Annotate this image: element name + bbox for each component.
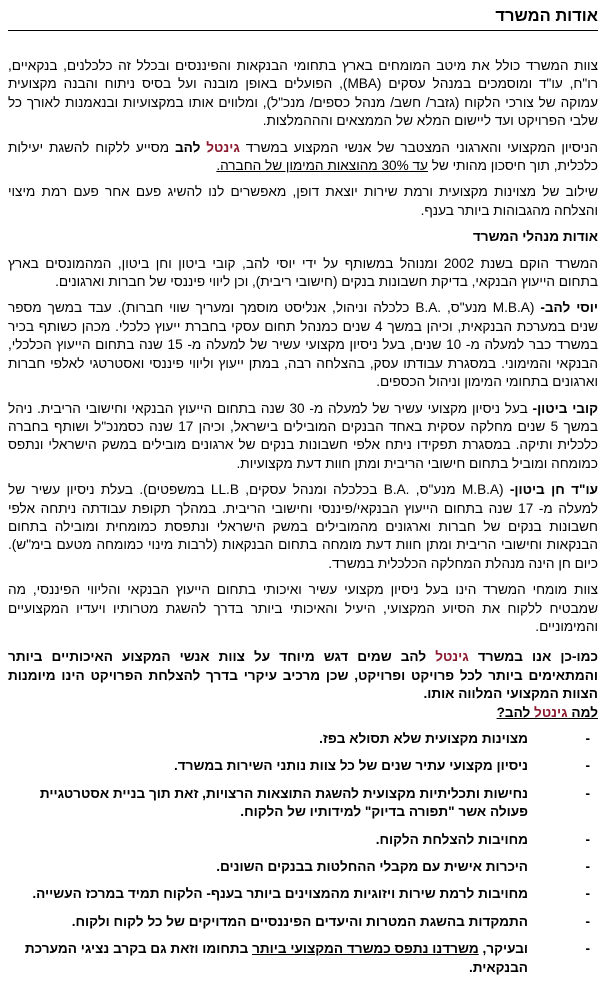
why-heading [8, 704, 598, 722]
team-emphasis-pre: כמו-כן אנו במשרד [468, 649, 598, 665]
savings-highlight: עד 30% מהוצאות המימון של החברה. [216, 158, 428, 174]
list-item-last [8, 940, 598, 977]
experience-paragraph [8, 139, 598, 176]
team-emphasis-post: שמים דגש מיוחד על צוות אנשי המקצוע האיכותיים ביותר והמתאימים ביותר לכל פרויקט ופרויקט, שכן מרכיב עיקרי בדרך להצלחת הפרויקט הינו מיומנות הצוות המקצועי המלווה אותו. [8, 649, 598, 702]
founding-paragraph: המשרד הוקם בשנת 2002 ומנוהל במשותף על ידי יוסי להב, קובי ביטון וחן ביטון, המהמונסים בארץ בתחום הייעוץ הבנקאי, בדיקת חשבונות בנקים (חישובי ריבית), וכן ליווי פיננסי של חברות וארגונים. [8, 255, 598, 290]
managers-heading: אודות מנהלי המשרד [472, 229, 598, 245]
list-item: - נחישות ותכליתיות מקצועית להשגת התוצאות הרצויות, זאת תוך בניית אסטרטגיית פעולה אשר "תפורה בדיוק" למידותיו של הלקוח. [8, 785, 598, 822]
intro-paragraph: צוות המשרד כולל את מיטב המומחים בארץ בתחומי הבנקאות והפיננסים ובכלל זה כלכלנים, בנקאיים, רו"ח, עו"ד ומוסמכים במנהל עסקים (MBA), הפועלים באופן מובנה ועל בסיס ניתוח והבנה מקצועית עמוקה של צורכי הלקוח (גזבר/ חשב/ מנהל כספים/ מנכ"ל), ומלווים אותו במקצועיות ובנאמנות לאורך כל שלבי הפרויקט ועד ליישום המלא של הממצאים והההמלצות. [8, 58, 599, 129]
brand-name: גינטל [206, 139, 240, 155]
manager-kobi [8, 400, 598, 474]
last-reason-post: בתחומו וזאת גם בקרב נציגי המערכת הבנקאית. [24, 941, 528, 975]
manager-chen [8, 481, 598, 573]
brand-name: גינטל [435, 649, 469, 665]
team-paragraph: צוות מומחי המשרד הינו בעל ניסיון מקצועי עשיר ואיכותי בתחום הייעוץ הבנקאי והליווי הפיננסי, מה שמבטיח ללקוח את הסיוע המקצועי, היעיל והאיכותי ביותר בדרך להשגת מטרותיו ויעדיו המקצועיים והמימוניים. [8, 582, 598, 634]
manager-name: קובי ביטון- [532, 400, 598, 416]
list-item: - היכרות אישית עם מקבלי ההחלטות בבנקים השונים. [8, 858, 598, 876]
list-item: - מחויבות להצלחת הלקוח. [8, 831, 598, 849]
manager-bio: (M.B.A מנע"ס, .B.A כלכלה וניהול, אנליסט מוסמך ומעריך שווי חברות). עבד במשך מספר שנים במערכת הבנקאית, וכיהן במשך 4 שנים כמנהל תחום עסקי בחברת ייעוץ כלכלי. מכהן כשותף בכיר במשרד כבר למעלה מ- 10 שנים, בעל ניסיון מקצועי עשיר של למעלה מ- 15 שנה בתחום הייעוץ הכלכלי, הבנקאי והמימוני. במסגרת עבודתו עסק, בהצלחה רבה, במתן ייעוץ וליווי פיננסי ואסטרטגי לאלפי חברות וארגונים בתחומי המימון וניהול הכספים. [8, 300, 598, 390]
list-item: - מצוינות מקצועית שלא תסולא בפז. [8, 730, 598, 748]
last-reason-pre: ובעיקר, [478, 941, 528, 957]
why-pre: למה [567, 704, 598, 720]
manager-name: עו"ד חן ביטון- [509, 482, 598, 498]
excellence-paragraph: שילוב של מצוינות מקצועית ורמת שירות יוצאת דופן, מאפשרים לנו להשיג פעם אחר פעם רמת מיצוי והצלחה מהגבוהות ביותר בענף. [8, 184, 598, 218]
brand-name-2: להב [400, 649, 436, 665]
brand-name: גינטל [534, 704, 568, 720]
reasons-list [8, 730, 598, 977]
list-item: - התמקדות בהשגת המטרות והיעדים הפיננסיים המדויקים של כל לקוח ולקוח. [8, 913, 598, 931]
manager-name: יוסי להב- [540, 300, 598, 316]
experience-mid: מסייע ללקוח להשגת יעילות כלכלית, תוך חיסכון מהותי של [8, 139, 598, 174]
list-item: - מחויבות לרמת שירות ויזוגיות מהמצוינים ביותר בענף- הלקוח תמיד במרכז העשייה. [8, 885, 598, 903]
manager-yossi [8, 299, 598, 391]
experience-pre: הניסיון המקצועי והארגוני המצטבר של אנשי המקצוע במשרד [239, 139, 598, 155]
team-emphasis-paragraph [8, 648, 598, 703]
manager-bio: (M.B.A מנע"ס, .B.A בכלכלה ומנהל עסקים, LL.B במשפטים). בעלת ניסיון עשיר של למעלה מ- 17 שנה בתחום הייעוץ הבנקאי/פיננסי וחישובי הריבית. במהלך תקופת עבודתה ניתחה אלפי חשבונות בנקים של חברות וארגונים מהמובילים במשק הישראלי ונתפסת כמומחית ומובילה בתחום הבנקאות וחישובי הריבית ומתן חוות דעת מומחה בתחום הבנקאות (לרבות מינוי כמומחה מטעם בימ"ש). כיום חן הינה מנהלת המחלקה הכלכלית במשרד. [8, 482, 598, 571]
last-reason-highlight: משרדנו נתפס כמשרד המקצועי ביותר [252, 941, 479, 957]
why-post: להב? [496, 704, 535, 720]
page-title: אודות המשרד [8, 0, 598, 31]
manager-bio: בעל ניסיון מקצועי עשיר של למעלה מ- 30 שנה בתחום הייעוץ הבנקאי וחישובי הריבית. ניהל במשך 5 שנים מחלקה עסקית באחד הבנקים המובילים בישראל, וכיהן 17 שנה כסמנכ"ל ושותף בחברה כלכלית ותיקה. במסגרת תפקידו ניתח אלפי חשבונות בנקים של ארגונים מובילים במשק הישראלי ונתפס כמומחה ומוביל בתחום חישובי הריבית ומתן חוות דעת מקצועיות. [8, 400, 598, 471]
brand-name-2: להב [174, 139, 207, 155]
list-item: - ניסיון מקצועי עתיר שנים של כל צוות נותני השירות במשרד. [8, 757, 598, 775]
